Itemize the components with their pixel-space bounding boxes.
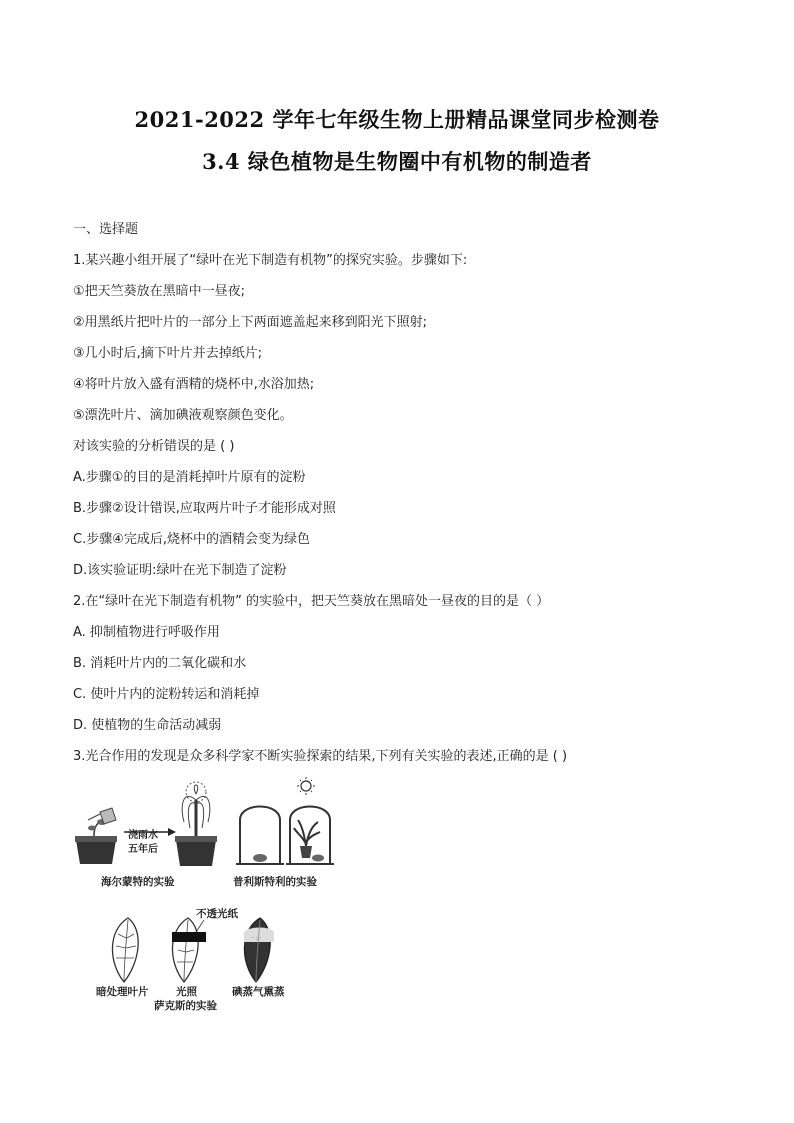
q1-option-c: C.步骤④完成后,烧杯中的酒精会变为绿色 [73,532,310,547]
q2-option-d: D. 使植物的生命活动减弱 [73,718,222,733]
arrow-label-years: 五年后 [128,844,158,855]
small-pot [76,840,116,864]
label-light: 光照 [176,986,197,998]
q1-question: 对该实验的分析错误的是 ( ) [73,439,235,454]
section-heading: 一、选择题 [73,222,139,237]
sachs-experiment-figure [100,914,300,988]
label-dark-treated-leaf: 暗处理叶片 [96,986,149,998]
q1-step-2: ②用黑纸片把叶片的一部分上下两面遮盖起来移到阳光下照射; [73,315,428,330]
label-opaque-paper: 不透光纸 [196,908,238,920]
sun-icon [301,781,311,791]
caption-sachs: 萨克斯的实验 [154,1000,217,1012]
mouse-icon [253,854,267,862]
plant-icon [294,820,320,846]
q1-option-b: B.步骤②设计错误,应取两片叶子才能形成对照 [73,501,336,516]
q1-step-5: ⑤漂洗叶片、滴加碘液观察颜色变化。 [73,408,293,423]
q1-stem: 1.某兴趣小组开展了“绿叶在光下制造有机物”的探究实验。步骤如下: [73,253,468,268]
q1-step-1: ①把天竺葵放在黑暗中一昼夜; [73,284,246,299]
opaque-paper [172,932,206,942]
q1-step-4: ④将叶片放入盛有酒精的烧杯中,水浴加热; [73,377,315,392]
q1-option-d: D.该实验证明:绿叶在光下制造了淀粉 [73,563,287,578]
label-iodine-fumigation: 碘蒸气熏蒸 [232,986,285,998]
q3-stem: 3.光合作用的发现是众多科学家不断实验探索的结果,下列有关实验的表述,正确的是 ( ) [73,749,568,764]
q2-option-a: A. 抑制植物进行呼吸作用 [73,625,220,640]
large-pot [176,840,216,866]
plant-pot [300,846,312,858]
caption-helmont: 海尔蒙特的实验 [101,876,175,888]
q2-stem: 2.在“绿叶在光下制造有机物” 的实验中，把天竺葵放在黑暗处一昼夜的目的是（ ） [73,594,550,609]
arrow-label-water: 浇雨水 [128,830,158,841]
priestley-experiment-figure [236,776,336,870]
q2-option-b: B. 消耗叶片内的二氧化碳和水 [73,656,247,671]
caption-priestley: 普利斯特利的实验 [233,876,317,888]
q2-option-c: C. 使叶片内的淀粉转运和消耗掉 [73,687,260,702]
page-title: 2021-2022 学年七年级生物上册精品课堂同步检测卷 [134,107,660,132]
q1-option-a: A.步骤①的目的是消耗掉叶片原有的淀粉 [73,470,306,485]
svg-text:· : ·: · : · [252,935,262,942]
q1-step-3: ③几小时后,摘下叶片并去掉纸片; [73,346,263,361]
page-subtitle: 3.4 绿色植物是生物圈中有机物的制造者 [202,149,592,174]
